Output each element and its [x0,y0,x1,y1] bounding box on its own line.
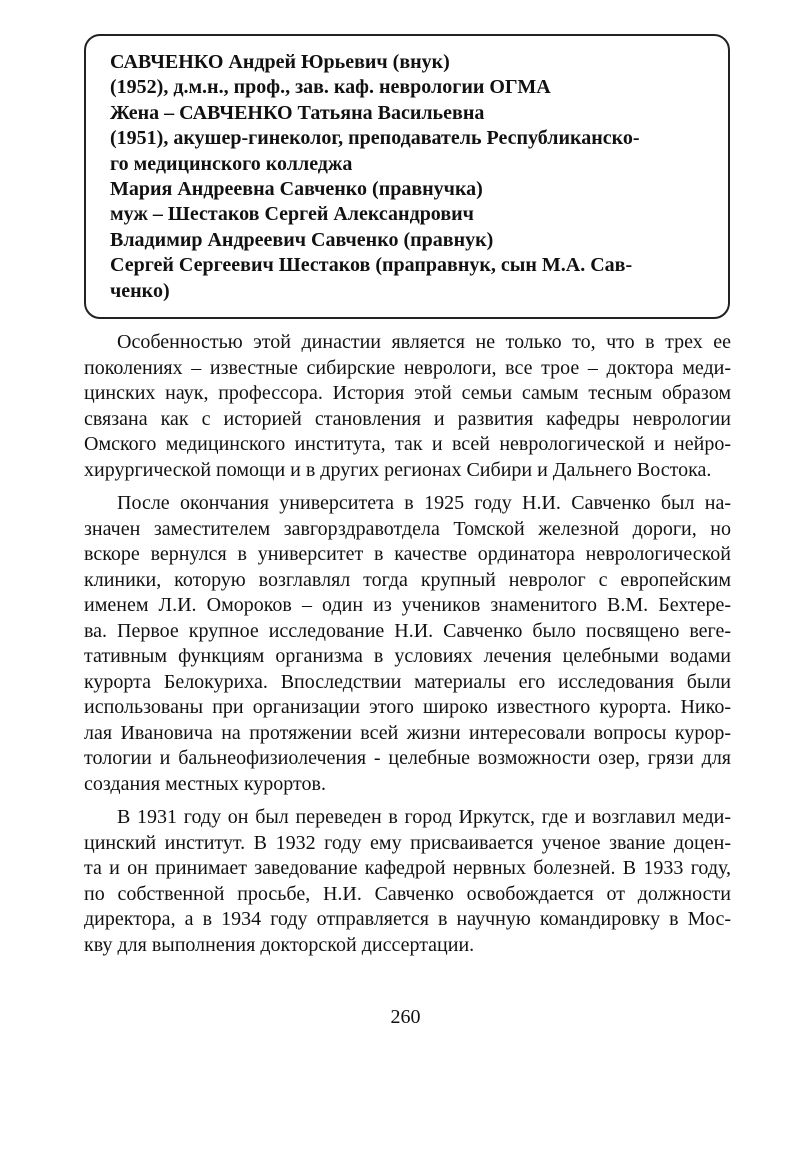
text-line: клиники, которую возглавлял тогда крупный невролог с европейским [84,568,731,591]
text-line: использованы при организации этого широко известного курорта. Нико- [84,696,731,718]
text-line: связана как с историей становления и развития кафедры неврологии [84,407,731,430]
family-line: (1951), акушер-гинеколог, преподаватель Республиканско- [110,127,640,150]
family-info-text [110,50,715,304]
text-line: ва. Первое крупное исследование Н.И. Савченко было посвящено веге- [84,619,731,642]
text-line: та и он принимает заведование кафедрой нервных болезней. В 1933 году, [84,857,731,879]
text-line: по собственной просьбе, Н.И. Савченко освобождается от должности [84,882,731,905]
text-line: цинских наук, профессора. История этой семьи самым тесным образом [84,382,731,404]
text-line: После окончания университета в 1925 году Н.И. Савченко был на- [117,492,731,514]
paragraph-career [84,491,731,797]
text-line: Особенностью этой династии является не только то, что в трех ее [117,331,731,353]
family-line: САВЧЕНКО Андрей Юрьевич (внук) [110,51,450,73]
text-line: тологии и бальнеофизиолечения - целебные возможности озер, грязи для [84,747,731,769]
text-line: лая Ивановича на протяжении всей жизни интересовали вопросы курор- [84,721,731,744]
text-line: хирургической помощи и в других регионах Сибири и Дальнего Востока. [84,458,712,481]
paragraph-dynasty [84,330,731,483]
text-line: именем Л.И. Омороков – один из учеников знаменитого В.М. Бехтере- [84,594,731,616]
text-line: поколениях – известные сибирские неврологи, все трое – доктора меди- [84,356,731,379]
text-line: кву для выполнения докторской диссертации. [84,933,475,956]
text-line: создания местных курортов. [84,772,326,795]
text-line: вскоре вернулся в университет в качестве ординатора неврологической [84,543,731,565]
text-line: значен заместителем завгорздравотдела Томской железной дороги, но [84,517,731,540]
text-line: курорта Белокуриха. Впоследствии материалы его исследования были [84,670,731,693]
text-line: Омского медицинского института, так и всей неврологической и нейро- [84,433,731,455]
family-line: Мария Андреевна Савченко (правнучка) [110,178,483,201]
family-line: Жена – САВЧЕНКО Татьяна Васильевна [110,101,485,124]
text-line: цинский институт. В 1932 году ему присваивается ученое звание доцен- [84,831,731,854]
family-line: Сергей Сергеевич Шестаков (праправнук, сын М.А. Сав- [110,254,633,277]
page-number: 260 [390,1006,421,1028]
family-line: го медицинского колледжа [110,152,353,175]
family-line: Владимир Андреевич Савченко (правнук) [110,228,494,251]
family-line: муж – Шестаков Сергей Александрович [110,203,474,226]
family-line: ченко) [110,279,170,302]
text-line: В 1931 году он был переведен в город Иркутск, где и возглавил меди- [117,806,731,828]
body-text [84,330,731,966]
text-line: директора, а в 1934 году отправляется в научную командировку в Мос- [84,908,731,930]
text-line: тативным функциям организма в условиях лечения целебными водами [84,645,731,667]
paragraph-irkutsk [84,805,731,958]
family-line: (1952), д.м.н., проф., зав. каф. неврологии ОГМА [110,76,551,99]
